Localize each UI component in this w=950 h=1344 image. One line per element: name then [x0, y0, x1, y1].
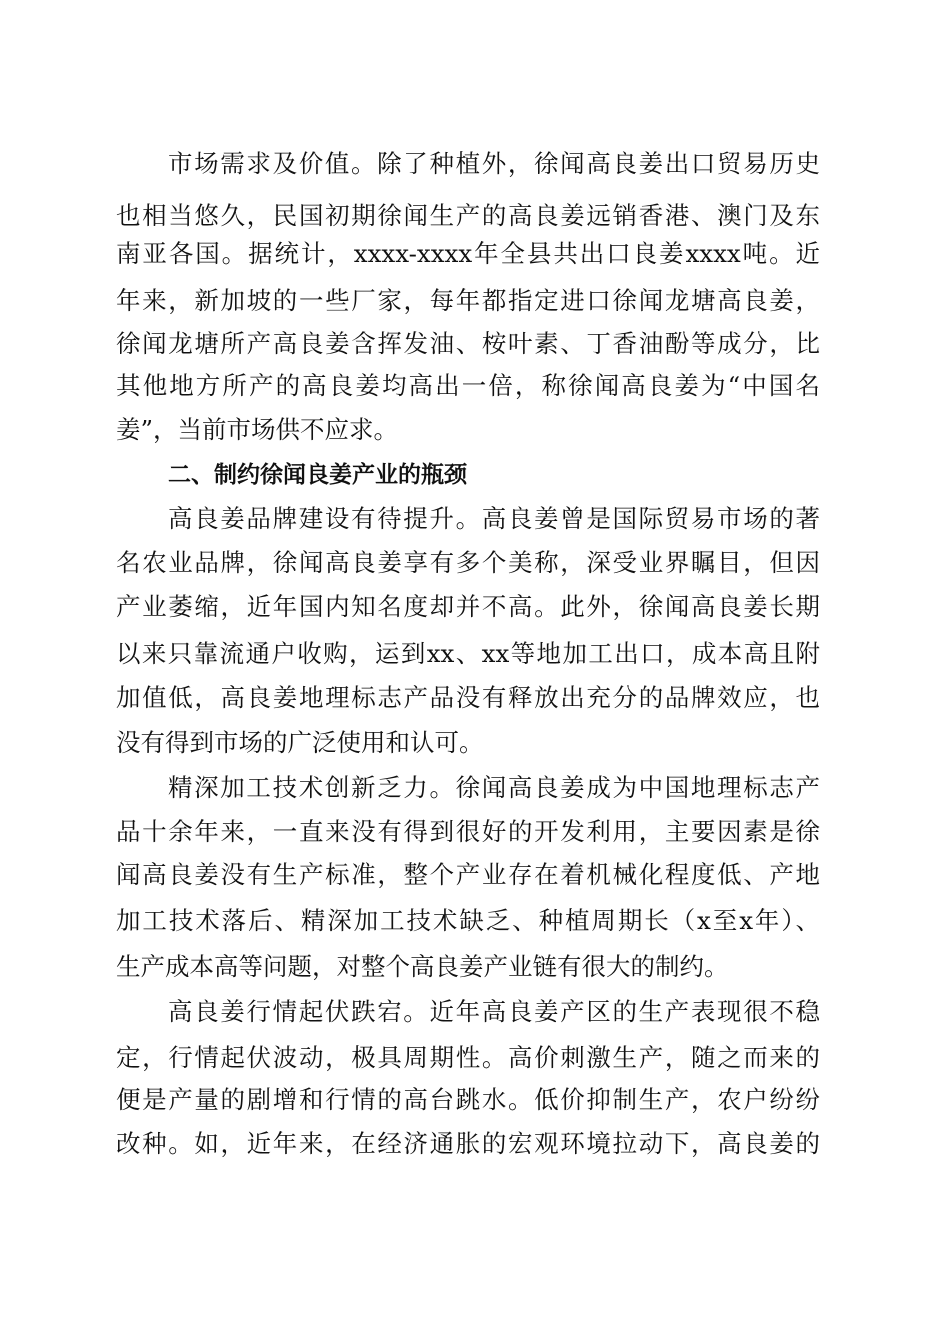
paragraph-line: 其他地方所产的高良姜均高出一倍，称徐闻高良姜为“中国名	[116, 371, 820, 400]
paragraph-line: 闻高良姜没有生产标准，整个产业存在着机械化程度低、产地	[116, 860, 820, 889]
paragraph-line: 以来只靠流通户收购，运到xx、xx等地加工出口，成本高且附	[116, 639, 820, 668]
paragraph-line: 高良姜行情起伏跌宕。近年高良姜产区的生产表现很不稳	[168, 997, 820, 1026]
paragraph-line: 没有得到市场的广泛使用和认可。	[116, 728, 484, 757]
paragraph-line: 加值低，高良姜地理标志产品没有释放出充分的品牌效应，也	[116, 683, 820, 712]
paragraph-line: 加工技术落后、精深加工技术缺乏、种植周期长（x至x年）、	[116, 906, 820, 935]
paragraph-line: 品十余年来，一直来没有得到很好的开发利用，主要因素是徐	[116, 817, 820, 846]
paragraph-line: 名农业品牌，徐闻高良姜享有多个美称，深受业界瞩目，但因	[116, 548, 820, 577]
paragraph-line: 精深加工技术创新乏力。徐闻高良姜成为中国地理标志产	[168, 773, 820, 802]
paragraph-line: 市场需求及价值。除了种植外，徐闻高良姜出口贸易历史	[168, 149, 820, 178]
paragraph-line: 南亚各国。据统计，xxxx-xxxx年全县共出口良姜xxxx吨。近	[116, 239, 820, 268]
paragraph-line: 徐闻龙塘所产高良姜含挥发油、桉叶素、丁香油酚等成分，比	[116, 329, 820, 358]
paragraph-line: 也相当悠久，民国初期徐闻生产的高良姜远销香港、澳门及东	[116, 201, 820, 230]
paragraph-line: 产业萎缩，近年国内知名度却并不高。此外，徐闻高良姜长期	[116, 592, 820, 621]
paragraph-line: 年来，新加坡的一些厂家，每年都指定进口徐闻龙塘高良姜，	[116, 286, 820, 315]
paragraph-line: 生产成本高等问题，对整个高良姜产业链有很大的制约。	[116, 952, 729, 981]
section-heading: 二、制约徐闻良姜产业的瓶颈	[168, 462, 467, 488]
paragraph-line: 便是产量的剧增和行情的高台跳水。低价抑制生产，农户纷纷	[116, 1085, 820, 1114]
paragraph-line: 高良姜品牌建设有待提升。高良姜曾是国际贸易市场的著	[168, 504, 820, 533]
paragraph-line: 定，行情起伏波动，极具周期性。高价刺激生产，随之而来的	[116, 1043, 820, 1072]
paragraph-line: 姜”，当前市场供不应求。	[116, 415, 399, 444]
paragraph-line: 改种。如，近年来，在经济通胀的宏观环境拉动下，高良姜的	[116, 1129, 820, 1158]
